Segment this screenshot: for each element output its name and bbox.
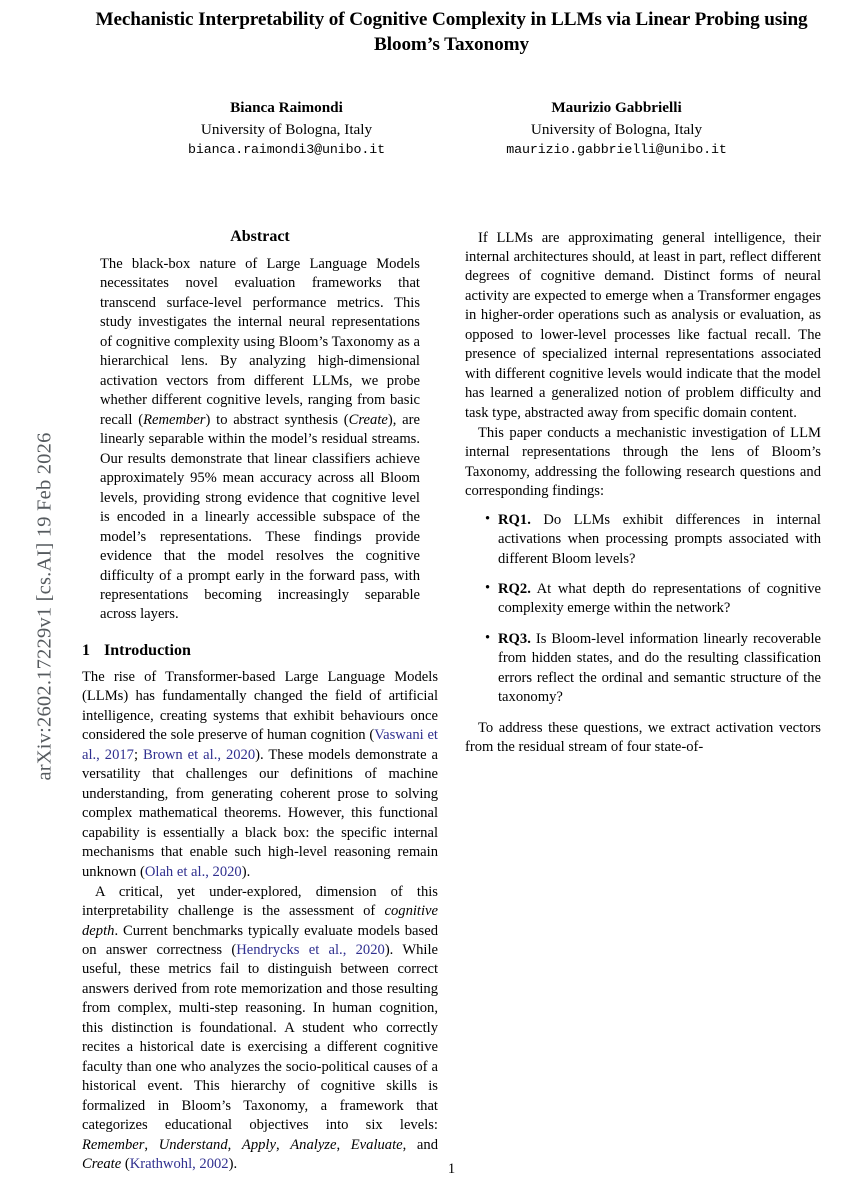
bloom-level-evaluate: Evaluate — [350, 1136, 403, 1153]
intro-paragraph-1 — [82, 668, 438, 882]
rq2-text: At what depth do representations of cognitive complexity emerge within the network? — [498, 580, 821, 617]
abstract-paragraph — [100, 255, 420, 625]
page-number: 1 — [447, 1161, 456, 1177]
author-email[interactable]: maurizio.gabbrielli@unibo.it — [506, 142, 727, 158]
bloom-level-analyze: Analyze — [290, 1136, 337, 1153]
abstract-heading: Abstract — [230, 228, 290, 245]
title-block — [60, 0, 843, 57]
bloom-level-apply: Apply — [241, 1136, 276, 1153]
author-name: Bianca Raimondi — [230, 99, 343, 117]
left-column — [82, 228, 438, 1175]
author-list — [60, 97, 843, 160]
intro-paragraph-3: If LLMs are approximating general intelligence, their internal architectures should, at least in part, reflect different degrees of cognitive demand. Distinct forms of neural activity are expected to emerge when a Transformer engages in higher-order operations such as analysis or evaluation, as opposed to lower-level processes like factual recall. The presence of specialized internal representations associated with different cognitive levels would indicate that the model has learned a generalized notion of problem difficulty and task type, abstracted away from specific domain content. — [465, 229, 821, 421]
intro-paragraph-5: To address these questions, we extract activation vectors from the residual stream of four state-of- — [465, 719, 821, 756]
author-affiliation: University of Bologna, Italy — [200, 120, 373, 138]
author-email[interactable]: bianca.raimondi3@unibo.it — [188, 142, 385, 158]
citation-krathwohl[interactable]: Krathwohl, 2002 — [129, 1156, 229, 1173]
intro-emph-cognitive-depth: cognitive depth — [82, 903, 438, 939]
intro-p2-text-3: ). While useful, these metrics fail to distinguish between correct answers derived from rote memorization and those resulting from complex, multi-step reasoning. In human cognition, this distinction is foundational. A student who correctly recites a historical date is exercising a different cognitive faculty than one who analyzes the socio-political causes of a historical event. This hierarchy of cognitive skills is formalized in Bloom’s Taxonomy, a framework that categorizes educational objectives into six levels: — [82, 941, 438, 1134]
paper-page — [60, 0, 843, 1200]
section-number: 1 — [82, 641, 90, 659]
rq1-text: Do LLMs exhibit differences in internal activations when processing prompts associated with different Bloom levels? — [498, 511, 821, 567]
sep: , — [336, 1136, 351, 1153]
sep: , — [227, 1136, 242, 1153]
section-heading-introduction — [82, 642, 438, 660]
list-item-rq2 — [485, 580, 821, 619]
bullet-icon: • — [485, 510, 491, 527]
abstract-emph-remember: Remember — [143, 411, 206, 428]
intro-p1-text-2: ; — [133, 746, 143, 763]
research-question-list — [465, 511, 821, 708]
bullet-icon: • — [485, 629, 491, 646]
bloom-level-create: Create — [82, 1156, 122, 1173]
section-title: Introduction — [104, 641, 191, 659]
citation-hendrycks[interactable]: Hendrycks et al., 2020 — [236, 941, 385, 958]
bullet-icon: • — [485, 579, 491, 596]
intro-p1-text-1: The rise of Transformer-based Large Language Models (LLMs) has fundamentally changed the field of artificial intelligence, creating systems that exhibit behaviours once considered the sole preserve of human cognition ( — [82, 668, 438, 744]
citation-vaswani[interactable]: Vaswani et al., 2017 — [82, 727, 438, 763]
list-item-rq3 — [485, 630, 821, 708]
intro-paragraph-2 — [82, 883, 438, 1175]
intro-p2-text-2: . Current benchmarks typically evaluate models based on answer correctness ( — [82, 922, 438, 958]
arxiv-stamp-text: arXiv:2602.17229v1 [cs.AI] 19 Feb 2026 — [33, 432, 56, 781]
abstract-section — [82, 228, 438, 625]
rq1-label: RQ1. — [498, 511, 531, 528]
abstract-text-2: ) to abstract synthesis ( — [205, 411, 349, 428]
author-affiliation: University of Bologna, Italy — [530, 120, 703, 138]
rq2-label: RQ2. — [498, 580, 531, 597]
right-column — [465, 228, 821, 1175]
intro-p2-text-5: ). — [228, 1156, 238, 1173]
abstract-emph-create: Create — [348, 411, 388, 428]
bloom-level-understand: Understand — [158, 1136, 228, 1153]
intro-p1-text-4: ). — [241, 863, 251, 880]
author-name: Maurizio Gabbrielli — [551, 99, 682, 117]
intro-p1-text-3: ). These models demonstrate a versatility that challenges our definitions of machine understanding, from generating coherent prose to solving complex mathematical theorems. However, this functional capability is essentially a black box: the specific internal mechanisms that enable such high-level reasoning remain unknown ( — [82, 746, 439, 880]
intro-p2-text-4: ( — [121, 1156, 130, 1173]
intro-p2-text-1: A critical, yet under-explored, dimension of this interpretability challenge is the assessment of — [82, 883, 438, 920]
list-item-rq1 — [485, 511, 821, 569]
arxiv-stamp — [0, 0, 60, 1200]
intro-paragraph-4: This paper conducts a mechanistic investigation of LLM internal representations through the lens of Bloom’s Taxonomy, addressing the following research questions and corresponding findings: — [465, 424, 821, 500]
citation-olah[interactable]: Olah et al., 2020 — [144, 863, 242, 880]
rq3-text: Is Bloom-level information linearly recoverable from hidden states, and do the resulting classification errors reflect the ordinal and semantic structure of the taxonomy? — [498, 630, 821, 706]
sep: , — [144, 1136, 159, 1153]
abstract-text-3: ), are linearly separable within the model’s residual streams. Our results demonstrate that linear classifiers achieve approximately 95% mean accuracy across all Bloom levels, providing strong evidence that cognitive level is encoded in a linearly accessible subspace of the model’s representations. These findings provide evidence that the model resolves the cognitive difficulty of a prompt early in the forward pass, with representations becoming increasingly separable across layers. — [100, 411, 420, 623]
bloom-level-remember: Remember — [82, 1136, 145, 1153]
author-entry — [122, 97, 452, 160]
two-column-body — [60, 228, 843, 1175]
author-entry — [452, 97, 782, 160]
sep: , — [275, 1136, 291, 1153]
rq3-label: RQ3. — [498, 630, 531, 647]
sep: , and — [402, 1136, 439, 1153]
abstract-text-1: The black-box nature of Large Language Models necessitates novel evaluation frameworks that transcend surface-level performance metrics. This study investigates the internal neural representations of cognitive complexity using Bloom’s Taxonomy as a hierarchical lens. By analyzing high-dimensional activation vectors from different LLMs, we probe whether different cognitive levels, ranging from basic recall ( — [100, 256, 420, 428]
page-title: Mechanistic Interpretability of Cognitive Complexity in LLMs via Linear Probing using Bloom’s Taxonomy — [95, 9, 808, 55]
citation-brown[interactable]: Brown et al., 2020 — [143, 746, 256, 763]
